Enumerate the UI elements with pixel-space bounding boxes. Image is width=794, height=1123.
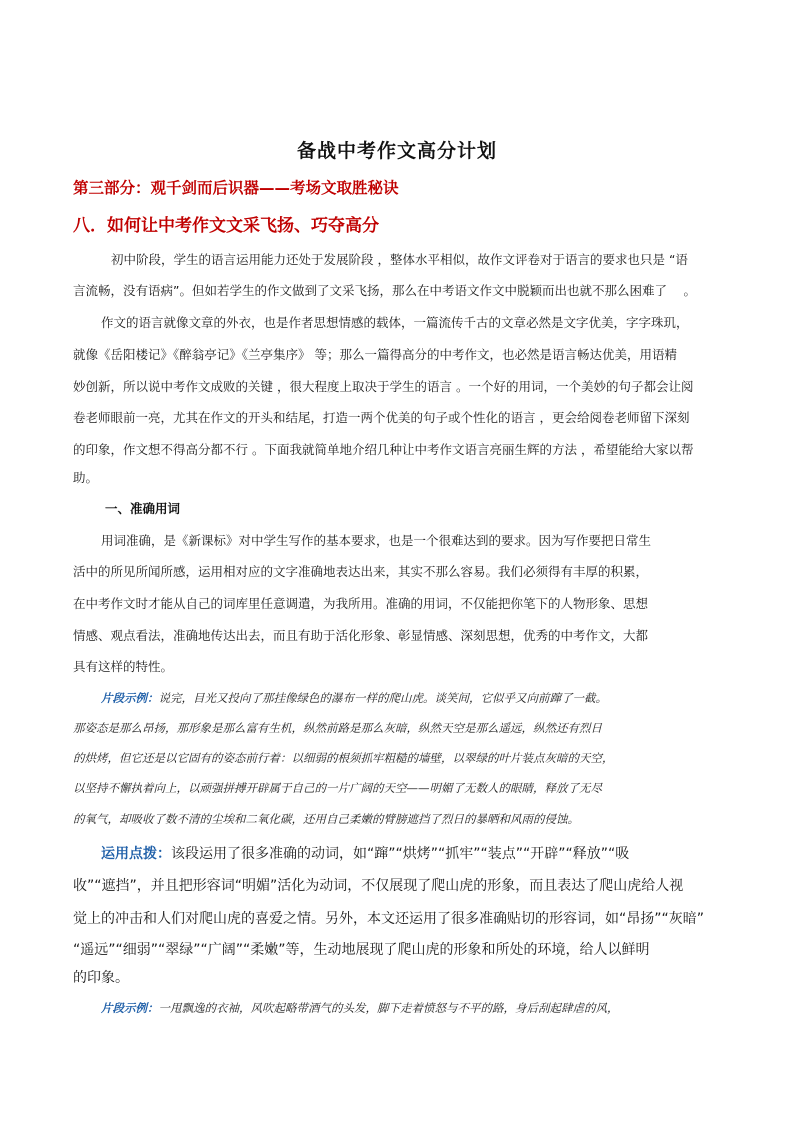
paragraph-line: 初中阶段，学生的语言运用能力还处于发展阶段 ，整体水平相似，故作文评卷对于语言的要求也只是 “语 [111,252,688,267]
example-line: 的烘烤，但它还是以它固有的姿态前行着：以细弱的根须抓牢粗糙的墙壁，以翠绿的叶片装点灰暗的天空， [73,751,614,765]
example-line: 那姿态是那么昂扬，那形象是那么富有生机，纵然前路是那么灰暗，纵然天空是那么遥远，纵然还有烈日 [73,721,602,735]
example-label: 片段示例： [101,691,159,705]
example-line [101,1000,619,1016]
section-heading: 八．如何让中考作文文采飞扬、巧夺高分 [73,216,379,236]
paragraph-line: 卷老师眼前一亮，尤其在作文的开头和结尾，打造一两个优美的句子或个性化的语言 ，更会给阅卷老师留下深刻 [73,410,690,425]
example-line: 的氧气，却吸收了数不清的尘埃和二氧化碳，还用自己柔嫩的臂膀遮挡了烈日的暴晒和风雨的侵蚀。 [73,812,579,826]
usage-line: 觉上的冲击和人们对爬山虎的喜爱之情。另外，本文还运用了很多准确贴切的形容词，如“昂扬”“灰暗” [73,911,705,927]
paragraph-line: 在中考作文时才能从自己的词库里任意调遣，为我所用。准确的用词，不仅能把你笔下的人物形象、思想 [73,596,649,611]
paragraph-line: 言流畅，没有语病”。但如若学生的作文做到了文采飞扬，那么在中考语文作文中脱颖而出也就不那么困难了 。 [73,283,696,298]
example-line [101,690,607,706]
paragraph-line: 用词准确，是《新课标》对中学生写作的基本要求，也是一个很难达到的要求。因为写作要把日常生 [101,533,652,548]
paragraph-line: 情感、观点看法，准确地传达出去，而且有助于活化形象、彰显情感、深刻思想，优秀的中考作文，大都 [73,628,649,643]
example-label: 片段示例： [101,1001,159,1015]
usage-text: 该段运用了很多准确的动词，如“蹿”“烘烤”“抓牢”“装点”“开辟”“释放”“吸 [171,846,630,862]
usage-line: 收”“遮挡”，并且把形容词“明媚”活化为动词，不仅展现了爬山虎的形象，而且表达了爬山虎给人视 [73,878,684,894]
paragraph-line: 妙创新，所以说中考作文成败的关键 ，很大程度上取决于学生的语言 。一个好的用词，一个美妙的句子都会让阅 [73,379,694,394]
paragraph-line: 助。 [73,470,99,485]
usage-line: “遥远”“细弱”“翠绿”“广阔”“柔嫩”等，生动地展现了爬山虎的形象和所处的环境，给人以鲜明 [73,942,650,958]
usage-line: 的印象。 [73,970,129,986]
example-text: 一甩飘逸的衣袖，风吹起略带酒气的头发，脚下走着愤怒与不平的路，身后刮起肆虐的风， [158,1001,619,1015]
example-text: 说完，目光又投向了那挂像绿色的瀑布一样的爬山虎。谈笑间，它似乎又向前蹿了一截。 [158,691,607,705]
paragraph-line: 作文的语言就像文章的外衣，也是作者思想情感的载体，一篇流传千古的文章必然是文字优美，字字珠玑， [101,315,689,330]
example-line: 以坚持不懈执着向上，以顽强拼搏开辟属于自己的一片广阔的天空——明媚了无数人的眼睛，释放了无尽 [73,781,602,795]
paragraph-line: 活中的所见所闻所感，运用相对应的文字准确地表达出来，其实不那么容易。我们必须得有丰厚的积累， [73,564,649,579]
part-heading: 第三部分：观千剑而后识器——考场文取胜秘诀 [73,179,399,197]
document-title: 备战中考作文高分计划 [296,140,497,162]
usage-line [101,843,629,863]
subheading: 一、准确用词 [105,501,181,516]
paragraph-line: 的印象，作文想不得高分都不行 。下面我就简单地介绍几种让中考作文语言亮丽生辉的方法 ，希望能给大家以帮 [73,442,694,457]
paragraph-line: 就像《岳阳楼记》《醉翁亭记》《兰亭集序》 等；那么一篇得高分的中考作文，也必然是语言畅达优美，用语精 [73,347,677,362]
usage-label: 运用点拨： [101,846,171,862]
paragraph-line: 具有这样的特性。 [73,659,174,674]
